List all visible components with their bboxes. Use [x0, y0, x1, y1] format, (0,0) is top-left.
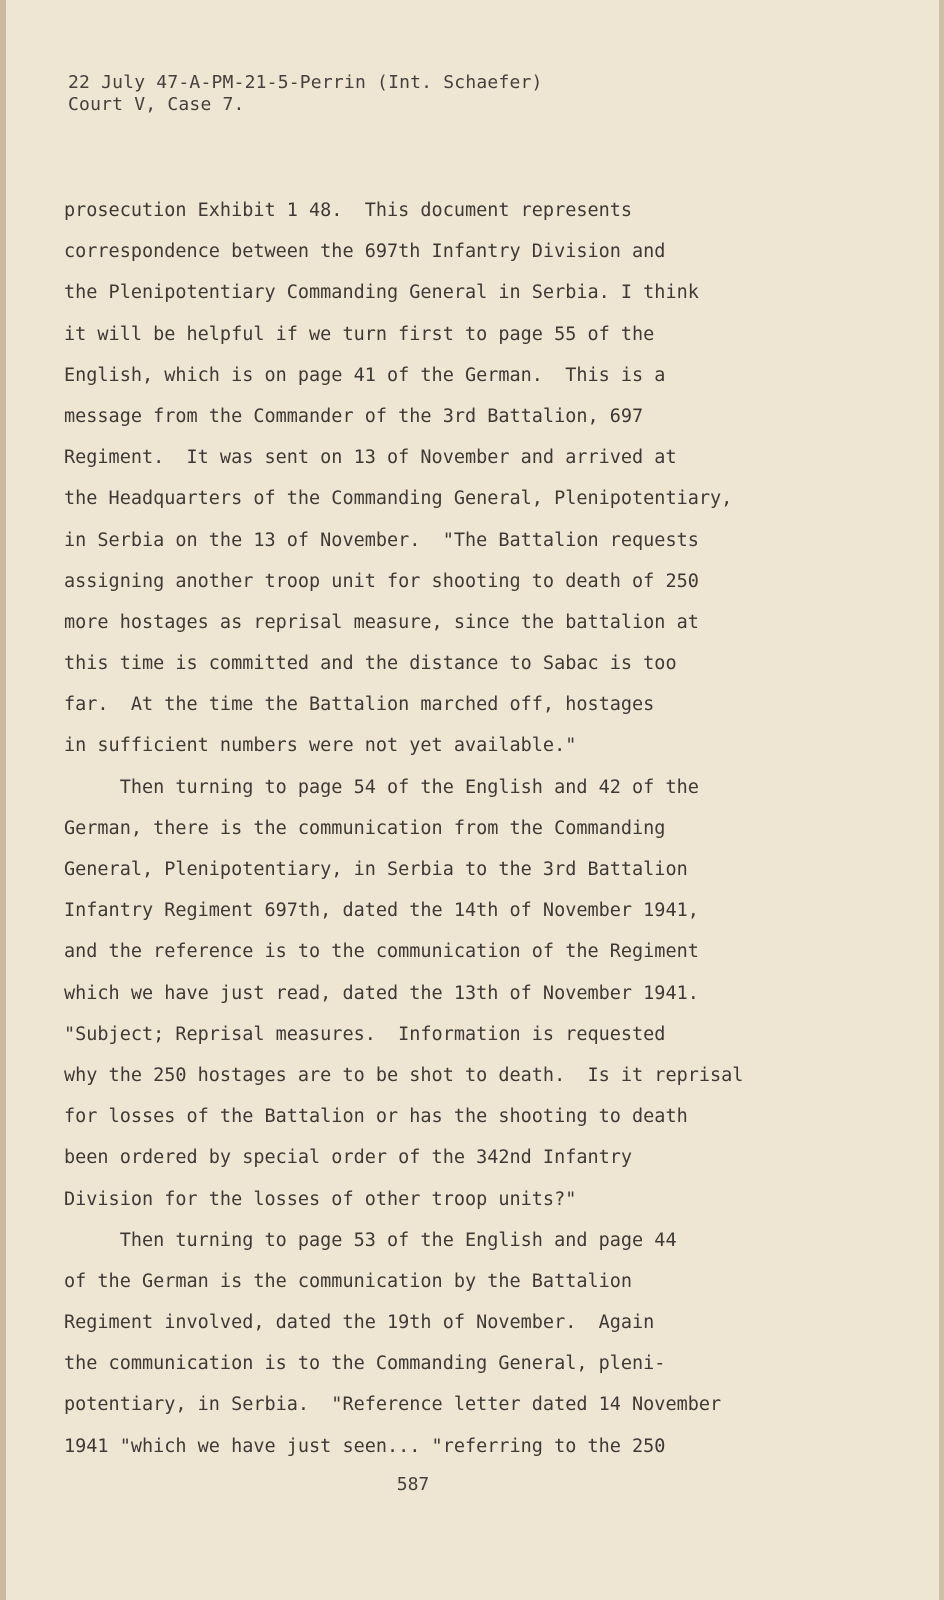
page-number: 587: [396, 1474, 430, 1495]
header-line-2: Court V, Case 7.: [68, 94, 245, 115]
body-line: in sufficient numbers were not yet available.": [64, 735, 577, 757]
body-line: Then turning to page 53 of the English and page 44: [64, 1229, 677, 1251]
body-line: why the 250 hostages are to be shot to death. Is it reprisal: [64, 1064, 744, 1086]
body-line: been ordered by special order of the 342nd Infantry: [64, 1147, 633, 1169]
body-line: Infantry Regiment 697th, dated the 14th of November 1941,: [64, 900, 699, 922]
body-line: in Serbia on the 13 of November. "The Battalion requests: [64, 529, 699, 551]
body-line: for losses of the Battalion or has the shooting to death: [64, 1106, 688, 1128]
body-line: potentiary, in Serbia. "Reference letter dated 14 November: [64, 1394, 722, 1416]
body-line: the Plenipotentiary Commanding General in Serbia. I think: [64, 282, 699, 304]
body-line: far. At the time the Battalion marched off, hostages: [64, 694, 655, 716]
body-line: which we have just read, dated the 13th of November 1941.: [64, 982, 699, 1004]
body-line: this time is committed and the distance to Sabac is too: [64, 653, 677, 675]
body-line: General, Plenipotentiary, in Serbia to the 3rd Battalion: [64, 859, 688, 880]
body-line: of the German is the communication by the Battalion: [64, 1270, 633, 1292]
body-line: assigning another troop unit for shooting to death of 250: [64, 570, 699, 592]
body-line: the Headquarters of the Commanding General, Plenipotentiary,: [64, 488, 733, 510]
body-line: correspondence between the 697th Infantry Division and: [64, 241, 666, 263]
body-line: Regiment involved, dated the 19th of November. Again: [64, 1312, 655, 1334]
body-line: German, there is the communication from the Commanding: [64, 817, 666, 839]
body-line: 1941 "which we have just seen... "referring to the 250: [64, 1435, 666, 1457]
body-line: Regiment. It was sent on 13 of November and arrived at: [64, 447, 677, 469]
body-line: Then turning to page 54 of the English and 42 of the: [64, 776, 699, 798]
body-line: it will be helpful if we turn first to page 55 of the: [64, 323, 655, 345]
body-line: English, which is on page 41 of the German. This is a: [64, 364, 666, 386]
document-header: [68, 72, 543, 116]
body-line: message from the Commander of the 3rd Battalion, 697: [64, 405, 644, 427]
body-line: Division for the losses of other troop units?": [64, 1188, 577, 1210]
body-line: more hostages as reprisal measure, since the battalion at: [64, 611, 699, 633]
header-line-1: 22 July 47-A-PM-21-5-Perrin (Int. Schaefer): [68, 72, 543, 93]
transcript-body: [64, 190, 824, 1467]
body-line: and the reference is to the communication of the Regiment: [64, 941, 699, 963]
body-line: prosecution Exhibit 1 48. This document represents: [64, 200, 633, 221]
body-line: the communication is to the Commanding General, pleni-: [64, 1353, 666, 1375]
body-line: "Subject; Reprisal measures. Information is requested: [64, 1023, 666, 1045]
